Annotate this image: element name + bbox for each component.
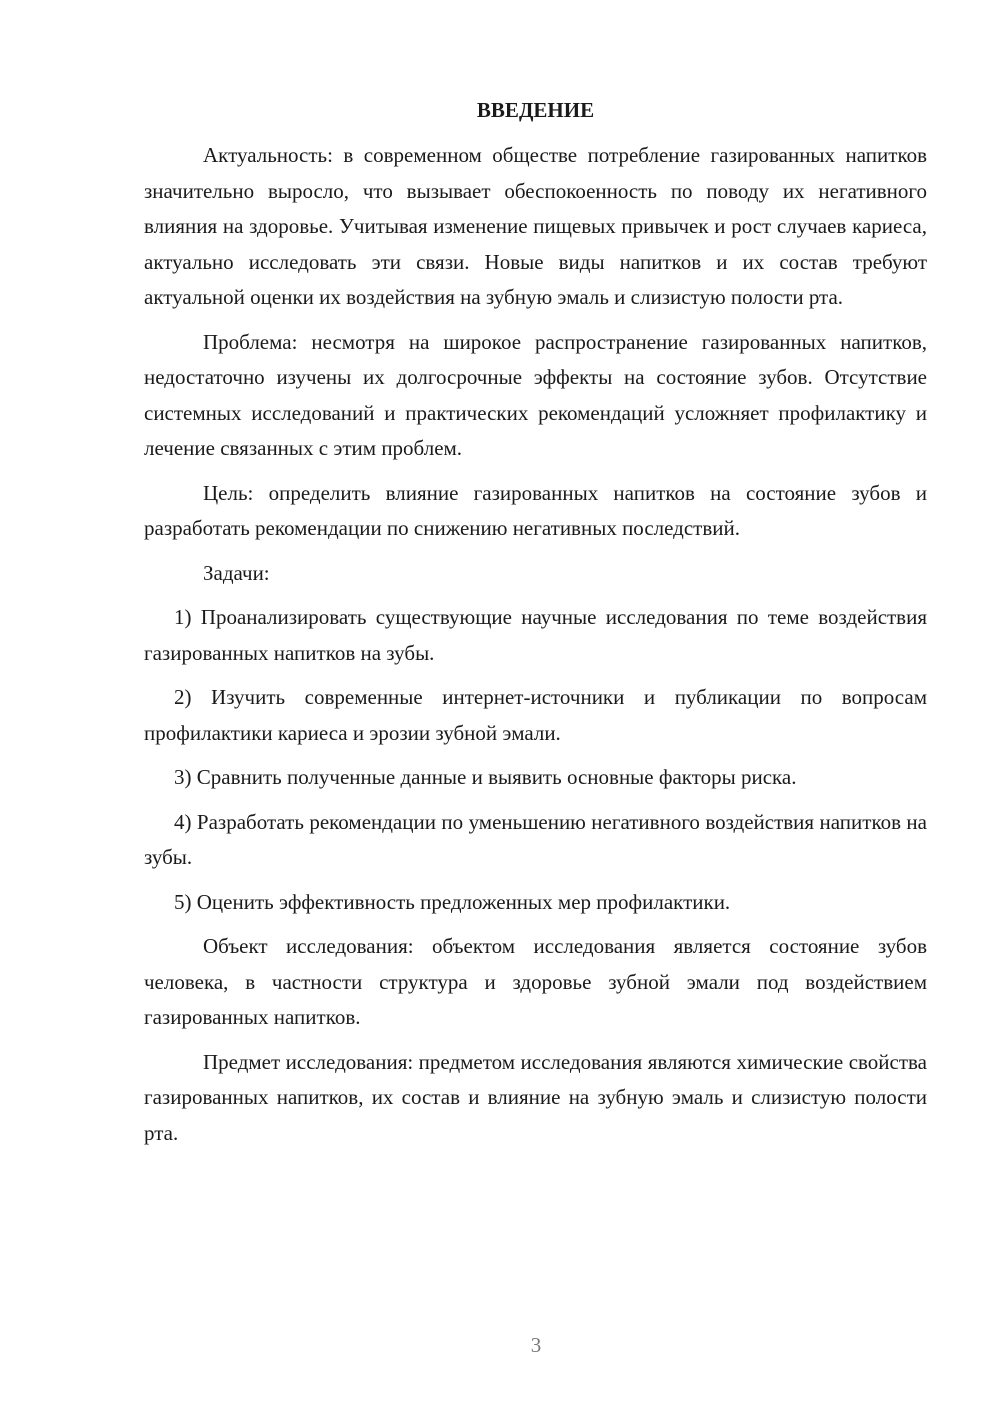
task-item: 2) Изучить современные интернет-источники и публикации по вопросам профилактики кариеса и эрозии зубной эмали.: [144, 685, 927, 745]
page-number: 3: [530, 1333, 542, 1357]
subject-paragraph: Предмет исследования: предметом исследования являются химические свойства газированных напитков, их состав и влияние на зубную эмаль и слизистую полости рта.: [144, 1049, 927, 1145]
page-content: [144, 96, 927, 1160]
section-heading: ВВЕДЕНИЕ: [476, 98, 595, 122]
object-paragraph: Объект исследования: объектом исследования является состояние зубов человека, в частности структура и здоровье зубной эмали под воздействием газированных напитков.: [144, 934, 927, 1029]
problem-paragraph: Проблема: несмотря на широкое распространение газированных напитков, недостаточно изучены их долгосрочные эффекты на состояние зубов. Отсутствие системных исследований и практических рекомендаций усложняет профилактику и лечение связанных с этим проблем.: [144, 329, 927, 460]
task-item: 1) Проанализировать существующие научные исследования по теме воздействия газированных напитков на зубы.: [144, 605, 927, 665]
relevance-paragraph: Актуальность: в современном обществе потребление газированных напитков значительно выросло, что вызывает обеспокоенность по поводу их негативного влияния на здоровье. Учитывая изменение пищевых привычек и рост случаев кариеса, актуально исследовать эти связи. Новые виды напитков и их состав требуют актуальной оценки их воздействия на зубную эмаль и слизистую полости рта.: [144, 143, 927, 309]
tasks-label: Задачи:: [203, 560, 270, 585]
goal-paragraph: Цель: определить влияние газированных напитков на состояние зубов и разработать рекомендации по снижению негативных последствий.: [144, 480, 927, 540]
task-item: 3) Сравнить полученные данные и выявить основные факторы риска.: [174, 765, 797, 789]
task-item: 5) Оценить эффективность предложенных мер профилактики.: [174, 889, 731, 914]
task-item: 4) Разработать рекомендации по уменьшению негативного воздействия напитков на зубы.: [144, 809, 927, 869]
